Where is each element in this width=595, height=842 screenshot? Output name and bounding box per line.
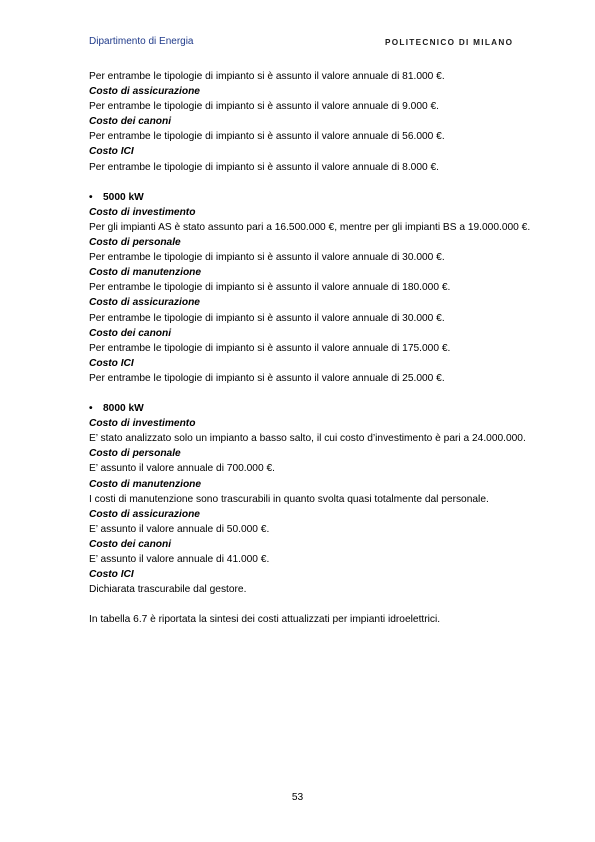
- paragraph: E’ stato analizzato solo un impianto a basso salto, il cui costo d’investimento è pari a 24.000.000.: [89, 433, 526, 445]
- paragraph: Per entrambe le tipologie di impianto si è assunto il valore annuale di 30.000 €.: [89, 312, 445, 324]
- subheading: Costo ICI: [89, 146, 134, 158]
- subheading: Costo ICI: [89, 357, 134, 369]
- closing-paragraph: In tabella 6.7 è riportata la sintesi dei costi attualizzati per impianti idroelettrici.: [89, 614, 441, 626]
- paragraph: Per entrambe le tipologie di impianto si è assunto il valore annuale di 9.000 €.: [89, 101, 439, 113]
- paragraph: Per entrambe le tipologie di impianto si è assunto il valore annuale di 81.000 €.: [89, 71, 445, 82]
- spacer: [89, 597, 539, 612]
- subheading: Costo di assicurazione: [89, 86, 200, 98]
- department-header: Dipartimento di Energia: [89, 36, 194, 47]
- subheading: Costo di manutenzione: [89, 478, 202, 490]
- page-number: 53: [291, 792, 304, 803]
- bullet-icon: •: [89, 403, 93, 415]
- section-heading-8000kw: [89, 401, 539, 416]
- subheading: Costo di personale: [89, 237, 181, 249]
- spacer: [89, 386, 539, 401]
- subheading: Costo di investimento: [89, 206, 196, 218]
- subheading: Costo dei canoni: [89, 538, 172, 550]
- subheading: Costo di assicurazione: [89, 508, 200, 520]
- subheading: Costo di investimento: [89, 418, 196, 430]
- paragraph: Per entrambe le tipologie di impianto si è assunto il valore annuale di 30.000 €.: [89, 252, 445, 264]
- section-title: 8000 kW: [103, 403, 144, 415]
- subheading: Costo di personale: [89, 448, 181, 460]
- paragraph: E’ assunto il valore annuale di 50.000 €.: [89, 523, 270, 535]
- subheading: Costo di assicurazione: [89, 297, 200, 309]
- subheading: Costo dei canoni: [89, 327, 172, 339]
- subheading: Costo di manutenzione: [89, 267, 202, 279]
- paragraph: I costi di manutenzione sono trascurabili in quanto svolta quasi totalmente dal personale.: [89, 493, 489, 505]
- paragraph: Per entrambe le tipologie di impianto si è assunto il valore annuale di 180.000 €.: [89, 282, 451, 294]
- bullet-icon: •: [89, 191, 93, 203]
- paragraph: E’ assunto il valore annuale di 700.000 €.: [89, 463, 275, 475]
- university-header: POLITECNICO DI MILANO: [385, 38, 514, 47]
- paragraph: E’ assunto il valore annuale di 41.000 €.: [89, 554, 270, 565]
- paragraph: Per entrambe le tipologie di impianto si è assunto il valore annuale di 8.000 €.: [89, 161, 439, 173]
- paragraph: Per gli impianti AS è stato assunto pari a 16.500.000 €, mentre per gli impianti BS a 19.000.000 €.: [89, 221, 531, 233]
- paragraph: Per entrambe le tipologie di impianto si è assunto il valore annuale di 56.000 €.: [89, 131, 445, 143]
- paragraph: Dichiarata trascurabile dal gestore.: [89, 584, 247, 596]
- paragraph: Per entrambe le tipologie di impianto si è assunto il valore annuale di 25.000 €.: [89, 372, 445, 384]
- paragraph: Per entrambe le tipologie di impianto si è assunto il valore annuale di 175.000 €.: [89, 342, 451, 354]
- spacer: [89, 175, 539, 190]
- subheading: Costo ICI: [89, 569, 134, 581]
- section-heading-5000kw: [89, 190, 539, 205]
- section-title: 5000 kW: [103, 191, 144, 203]
- document-body: [89, 69, 539, 627]
- subheading: Costo dei canoni: [89, 116, 172, 128]
